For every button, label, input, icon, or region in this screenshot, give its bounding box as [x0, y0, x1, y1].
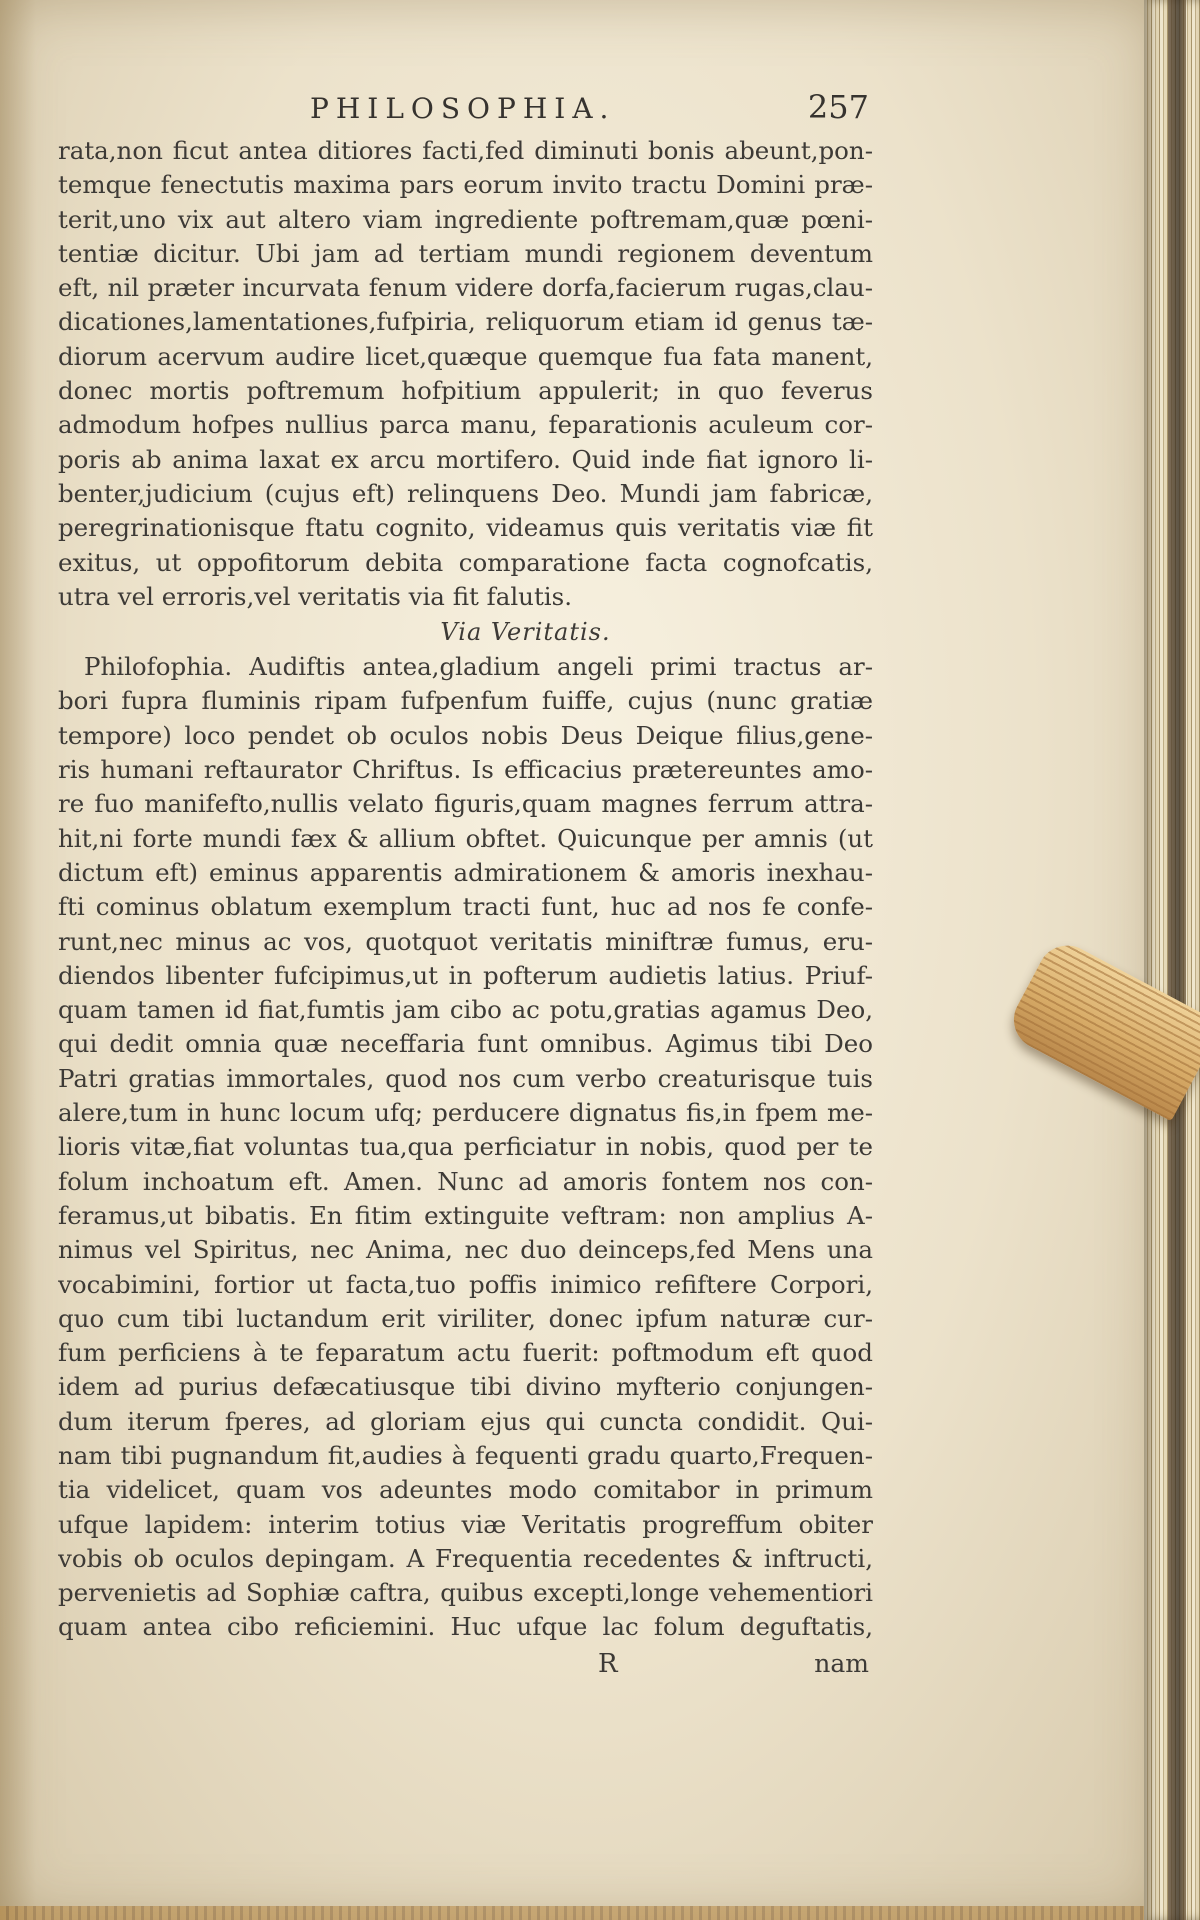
- text-line: re fuo manifefto,nullis velato figuris,quam magnes ferrum attra-: [58, 789, 873, 819]
- text-line: utra vel erroris,vel veritatis via fit falutis.: [58, 581, 572, 611]
- text-line: donec mortis poftremum hofpitium appulerit; in quo feverus: [58, 376, 873, 406]
- text-line: nam tibi pugnandum fit,audies à fequenti gradu quarto,Frequen-: [58, 1440, 873, 1470]
- text-line: temque fenectutis maxima pars eorum invito tractu Domini præ-: [58, 170, 873, 200]
- text-line: lioris vitæ,fiat voluntas tua,qua perficiatur in nobis, quod per te: [58, 1132, 873, 1162]
- text-line: terit,uno vix aut altero viam ingrediente poftremam,quæ pœni-: [58, 204, 873, 234]
- text-line: pervenietis ad Sophiæ caftra, quibus excepti,longe vehementiori: [58, 1578, 873, 1608]
- text-line: tia videlicet, quam vos adeuntes modo comitabor in primum: [58, 1475, 873, 1505]
- text-line: alere,tum in hunc locum ufq; perducere dignatus fis,in fpem me-: [58, 1098, 873, 1128]
- running-title: PHILOSOPHIA.: [310, 92, 616, 125]
- catchword: nam: [814, 1648, 869, 1678]
- text-line: fti cominus oblatum exemplum tracti funt, huc ad nos fe confe-: [58, 892, 873, 922]
- text-block: [58, 82, 873, 1685]
- text-line: feramus,ut bibatis. En fitim extinguite veftram: non amplius A-: [58, 1200, 873, 1230]
- text-line: ris humani reftaurator Chriftus. Is efficacius prætereuntes amo-: [58, 755, 873, 785]
- text-line: runt,nec minus ac vos, quotquot veritatis miniftræ fumus, eru-: [58, 926, 873, 956]
- text-line: idem ad purius defæcatiusque tibi divino myfterio conjungen-: [58, 1372, 873, 1402]
- text-line: folum inchoatum eft. Amen. Nunc ad amoris fontem nos con-: [58, 1166, 873, 1196]
- text-line: rata,non ficut antea ditiores facti,fed diminuti bonis abeunt,pon-: [58, 136, 873, 165]
- signature-mark: R: [598, 1648, 618, 1679]
- text-line: vocabimini, fortior ut facta,tuo poffis inimico refiftere Corpori,: [58, 1269, 873, 1299]
- text-line: tentiæ dicitur. Ubi jam ad tertiam mundi regionem deventum: [58, 238, 873, 268]
- text-line: qui dedit omnia quæ neceffaria funt omnibus. Agimus tibi Deo: [58, 1029, 873, 1059]
- text-line: quam tamen id fiat,fumtis jam cibo ac potu,gratias agamus Deo,: [58, 995, 873, 1025]
- text-line: vobis ob oculos depingam. A Frequentia recedentes & inftructi,: [58, 1543, 873, 1573]
- running-head: [58, 82, 873, 134]
- text-line: hit,ni forte mundi fæx & allium obftet. Quicunque per amnis (ut: [58, 823, 873, 853]
- page-footer: [58, 1645, 873, 1685]
- text-line: quam antea cibo reficiemini. Huc ufque lac folum deguftatis,: [58, 1612, 873, 1642]
- text-line: ufque lapidem: interim totius viæ Veritatis progreffum obiter: [58, 1509, 873, 1539]
- text-line: benter,judicium (cujus eft) relinquens Deo. Mundi jam fabricæ,: [58, 478, 873, 508]
- text-line: bori fupra fluminis ripam fufpenfum fuiffe, cujus (nunc gratiæ: [58, 686, 873, 716]
- page-number: 257: [807, 88, 869, 126]
- text-line: quo cum tibi luctandum erit viriliter, donec ipfum naturæ cur-: [58, 1303, 873, 1333]
- text-line: dictum eft) eminus apparentis admirationem & amoris inexhau-: [58, 857, 873, 887]
- text-line: tempore) loco pendet ob oculos nobis Deus Deique filius,gene-: [58, 720, 873, 750]
- text-line: eft, nil præter incurvata fenum videre dorfa,facierum rugas,clau-: [58, 273, 873, 303]
- section-heading: Via Veritatis.: [440, 618, 611, 647]
- text-line: admodum hofpes nullius parca manu, feparationis aculeum cor-: [58, 410, 873, 440]
- text-line: exitus, ut oppofitorum debita comparatione facta cognofcatis,: [58, 547, 873, 577]
- text-line: nimus vel Spiritus, nec Anima, nec duo deinceps,fed Mens una: [58, 1235, 873, 1265]
- text-line: Philofophia. Audiftis antea,gladium angeli primi tractus ar-: [84, 652, 873, 682]
- text-line: Patri gratias immortales, quod nos cum verbo creaturisque tuis: [58, 1063, 873, 1093]
- text-line: dum iterum fperes, ad gloriam ejus qui cuncta condidit. Qui-: [58, 1406, 873, 1436]
- paragraph-1: [58, 134, 873, 614]
- text-line: diorum acervum audire licet,quæque quemque fua fata manent,: [58, 341, 873, 371]
- text-line: dicationes,lamentationes,fufpiria, reliquorum etiam id genus tæ-: [58, 307, 873, 337]
- text-line: poris ab anima laxat ex arcu mortifero. Quid inde fiat ignoro li-: [58, 444, 873, 474]
- text-line: peregrinationisque ftatu cognito, videamus quis veritatis viæ fit: [58, 513, 873, 543]
- text-line: fum perficiens à te feparatum actu fuerit: poftmodum eft quod: [58, 1338, 873, 1368]
- book-spine-shadow: [1168, 0, 1186, 1920]
- text-line: diendos libenter fufcipimus,ut in pofterum audietis latius. Priuf-: [58, 960, 873, 990]
- paragraph-2: [58, 650, 873, 1645]
